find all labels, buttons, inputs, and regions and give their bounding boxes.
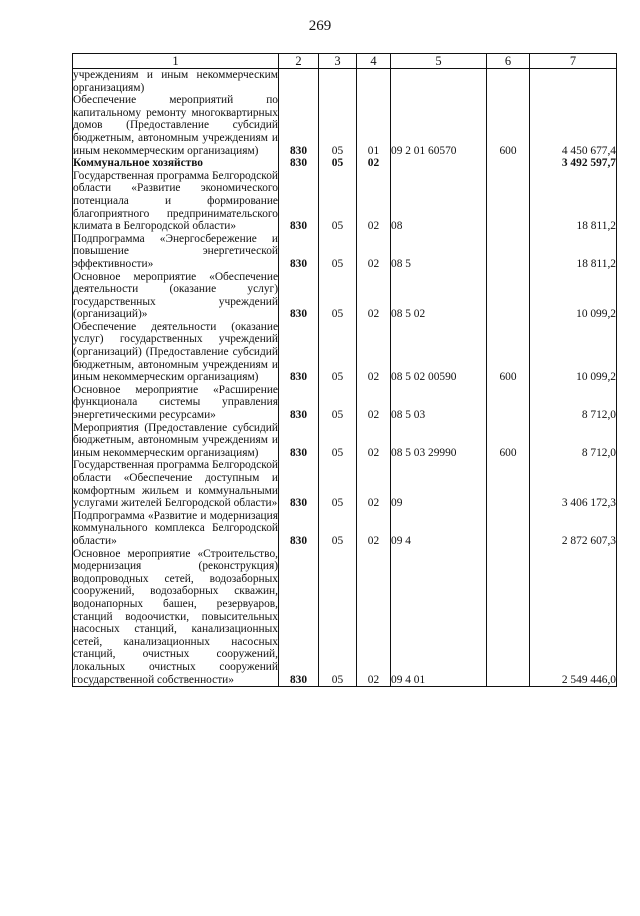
row-subsection: 02 xyxy=(357,170,391,233)
row-expense-type xyxy=(487,384,530,422)
row-amount: 2 549 446,0 xyxy=(530,548,617,687)
row-amount: 3 406 172,3 xyxy=(530,459,617,509)
table-row xyxy=(73,69,617,95)
column-header-5: 5 xyxy=(391,54,487,69)
row-ministry-code: 830 xyxy=(279,94,319,157)
row-name: Обеспечение деятельности (оказание услуг) государственных учреждений (организаций) (Предоставление субсидий бюджетным, автономным учреждениям и иным некоммерческим организациям) xyxy=(73,320,278,384)
row-amount xyxy=(530,69,617,95)
row-expense-type xyxy=(487,271,530,321)
row-ministry-code: 830 xyxy=(279,384,319,422)
table-row xyxy=(73,271,617,321)
column-header-3: 3 xyxy=(319,54,357,69)
row-ministry-code: 830 xyxy=(279,233,319,271)
row-name: Государственная программа Белгородской области «Развитие экономического потенциала и формирование благоприятного предпринимательского климата в Белгородской области» xyxy=(73,169,278,233)
row-ministry-code: 830 xyxy=(279,459,319,509)
row-name: Мероприятия (Предоставление субсидий бюджетным, автономным учреждениям и иным некоммерческим организациям) xyxy=(73,421,278,459)
page-number: 269 xyxy=(308,18,332,34)
row-target-article: 08 xyxy=(391,170,487,233)
row-section: 05 xyxy=(319,170,357,233)
row-section: 05 xyxy=(319,94,357,157)
header-row xyxy=(73,54,617,69)
row-section: 05 xyxy=(319,510,357,548)
row-ministry-code xyxy=(279,69,319,95)
row-subsection: 02 xyxy=(357,422,391,460)
row-amount: 2 872 607,3 xyxy=(530,510,617,548)
table-row xyxy=(73,233,617,271)
column-header-2: 2 xyxy=(279,54,319,69)
row-expense-type xyxy=(487,233,530,271)
row-expense-type xyxy=(487,157,530,170)
row-section: 05 xyxy=(319,548,357,687)
row-expense-type: 600 xyxy=(487,321,530,384)
row-expense-type: 600 xyxy=(487,94,530,157)
row-section: 05 xyxy=(319,384,357,422)
row-expense-type xyxy=(487,459,530,509)
row-target-article: 08 5 xyxy=(391,233,487,271)
table-row xyxy=(73,510,617,548)
row-section: 05 xyxy=(319,459,357,509)
row-target-article: 08 5 03 29990 xyxy=(391,422,487,460)
row-ministry-code: 830 xyxy=(279,157,319,170)
table-row xyxy=(73,422,617,460)
row-target-article: 09 xyxy=(391,459,487,509)
row-subsection: 02 xyxy=(357,233,391,271)
row-section xyxy=(319,69,357,95)
table-row xyxy=(73,321,617,384)
row-section: 05 xyxy=(319,157,357,170)
row-name: Подпрограмма «Развитие и модернизация коммунального комплекса Белгородской области» xyxy=(73,509,278,547)
row-section: 05 xyxy=(319,233,357,271)
row-ministry-code: 830 xyxy=(279,422,319,460)
row-name: Основное мероприятие «Расширение функционала системы управления энергетическими ресурсами» xyxy=(73,383,278,422)
table-row xyxy=(73,94,617,157)
row-name: Основное мероприятие «Строительство, модернизация (реконструкция) водопроводных сетей, водозаборных сооружений, водозаборных скважин, водонапорных башен, резервуаров, станций водоочистки, повысительных насосных станций, канализационных сетей, канализационных насосных станций, очистных сооружений, локальных очистных сооружений государственной собственности» xyxy=(73,547,278,686)
row-ministry-code: 830 xyxy=(279,321,319,384)
row-expense-type xyxy=(487,69,530,95)
row-subsection: 02 xyxy=(357,548,391,687)
row-subsection: 01 xyxy=(357,94,391,157)
row-name: учреждениям и иным некоммерческим организациям) xyxy=(73,69,278,94)
table-row xyxy=(73,384,617,422)
row-amount: 18 811,2 xyxy=(530,170,617,233)
row-target-article: 09 2 01 60570 xyxy=(391,94,487,157)
table-row xyxy=(73,157,617,170)
row-subsection: 02 xyxy=(357,459,391,509)
row-amount: 18 811,2 xyxy=(530,233,617,271)
column-header-4: 4 xyxy=(357,54,391,69)
row-amount: 4 450 677,4 xyxy=(530,94,617,157)
table-row xyxy=(73,548,617,687)
row-expense-type: 600 xyxy=(487,422,530,460)
row-ministry-code: 830 xyxy=(279,170,319,233)
row-name: Государственная программа Белгородской области «Обеспечение доступным и комфортным жильем и коммунальными услугами жителей Белгородской области» xyxy=(73,459,278,510)
row-subsection xyxy=(357,69,391,95)
row-section: 05 xyxy=(319,321,357,384)
row-expense-type xyxy=(487,548,530,687)
row-target-article xyxy=(391,69,487,95)
row-ministry-code: 830 xyxy=(279,548,319,687)
row-subsection: 02 xyxy=(357,510,391,548)
row-section: 05 xyxy=(319,271,357,321)
row-name: Коммунальное хозяйство xyxy=(73,157,279,170)
row-target-article: 09 4 01 xyxy=(391,548,487,687)
table-row xyxy=(73,170,617,233)
budget-table xyxy=(72,53,617,687)
row-target-article: 09 4 xyxy=(391,510,487,548)
row-expense-type xyxy=(487,510,530,548)
row-expense-type xyxy=(487,170,530,233)
table-row xyxy=(73,459,617,509)
row-subsection: 02 xyxy=(357,157,391,170)
column-header-6: 6 xyxy=(487,54,530,69)
column-header-7: 7 xyxy=(530,54,617,69)
row-amount: 8 712,0 xyxy=(530,384,617,422)
row-name: Основное мероприятие «Обеспечение деятельности (оказание услуг) государственных учреждений (организаций)» xyxy=(73,270,278,321)
row-amount: 10 099,2 xyxy=(530,321,617,384)
row-target-article: 08 5 03 xyxy=(391,384,487,422)
row-target-article: 08 5 02 00590 xyxy=(391,321,487,384)
row-section: 05 xyxy=(319,422,357,460)
row-amount: 10 099,2 xyxy=(530,271,617,321)
row-ministry-code: 830 xyxy=(279,510,319,548)
column-header-1: 1 xyxy=(73,54,279,69)
row-subsection: 02 xyxy=(357,384,391,422)
row-subsection: 02 xyxy=(357,271,391,321)
row-name: Обеспечение мероприятий по капитальному ремонту многоквартирных домов (Предоставление субсидий бюджетным, автономным учреждениям и иным некоммерческим организациям) xyxy=(73,94,278,157)
row-ministry-code: 830 xyxy=(279,271,319,321)
row-amount: 8 712,0 xyxy=(530,422,617,460)
row-target-article: 08 5 02 xyxy=(391,271,487,321)
row-subsection: 02 xyxy=(357,321,391,384)
row-name: Подпрограмма «Энергосбережение и повышение энергетической эффективности» xyxy=(73,232,278,270)
row-amount: 3 492 597,7 xyxy=(530,157,617,170)
row-target-article xyxy=(391,157,487,170)
